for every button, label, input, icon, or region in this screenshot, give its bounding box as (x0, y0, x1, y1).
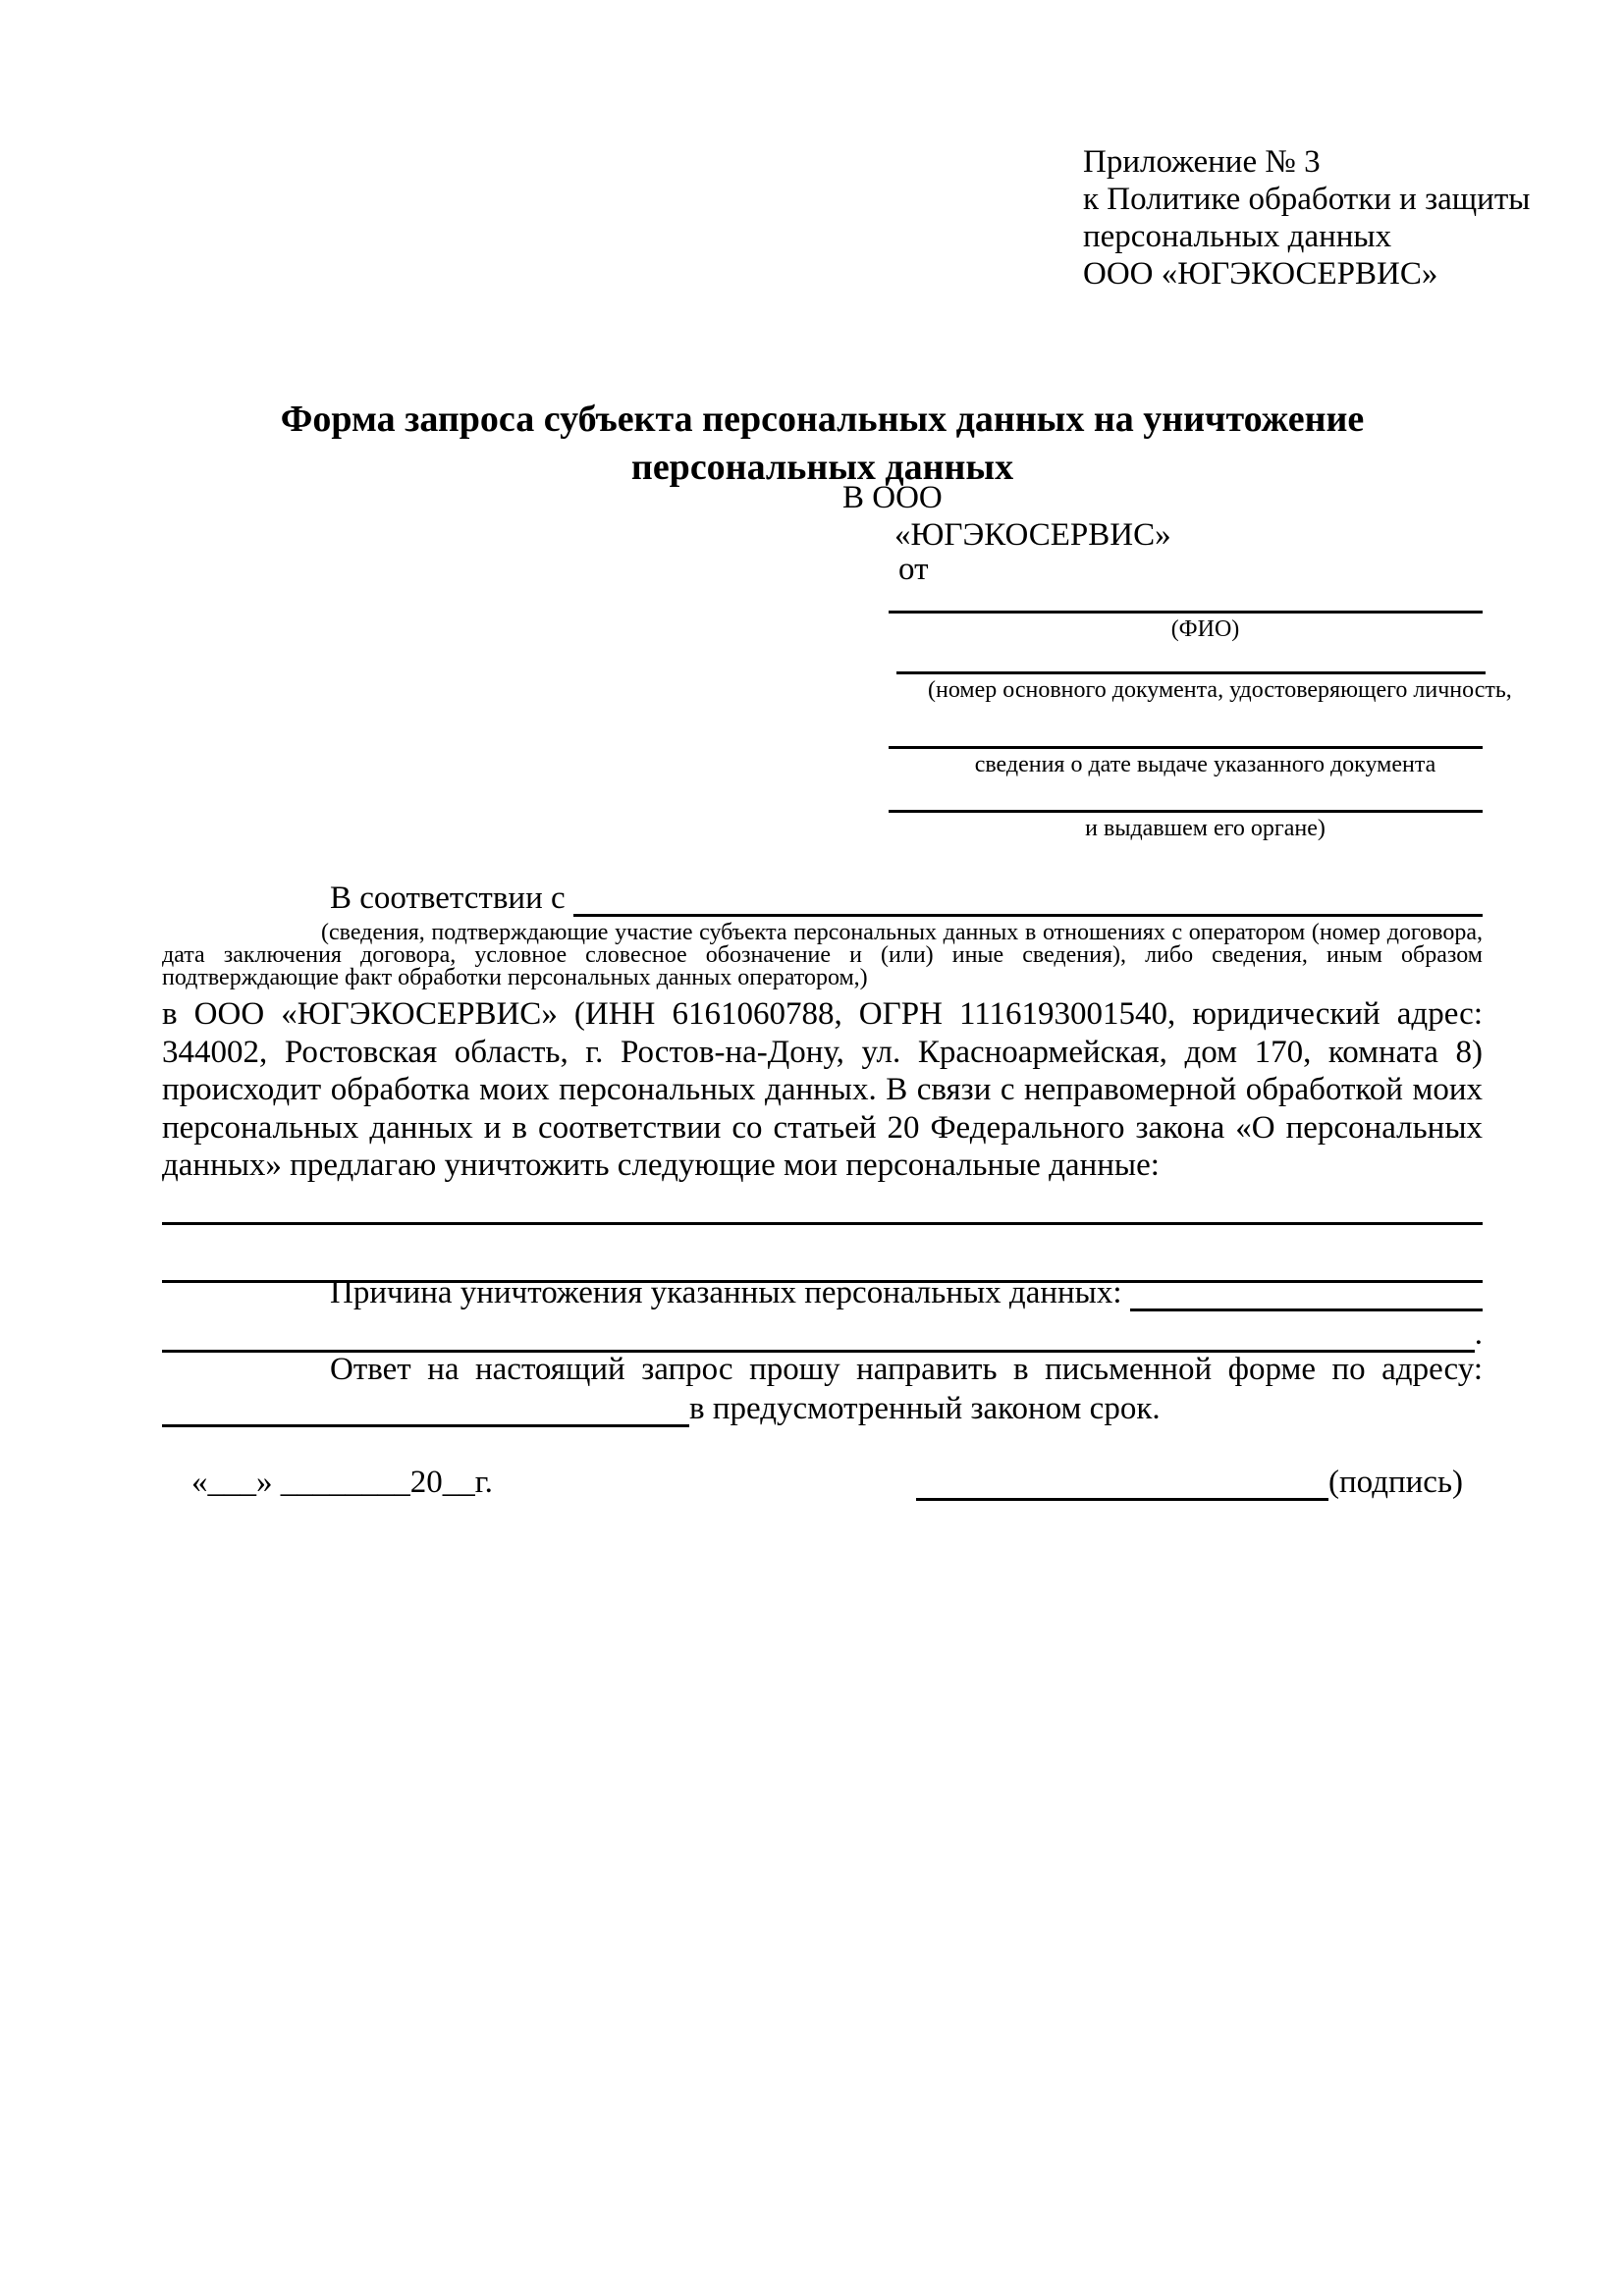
addressee-to: В ООО (842, 480, 943, 515)
accordance-blank-line (573, 914, 1483, 917)
appendix-line: ООО «ЮГЭКОСЕРВИС» (1083, 256, 1438, 292)
appendix-line: Приложение № 3 (1083, 144, 1321, 180)
main-paragraph: в ООО «ЮГЭКОСЕРВИС» (ИНН 6161060788, ОГРН 1116193001540, юридический адрес: 344002, Ростовская область, г. Ростов-на-Дону, ул. Красноармейская, дом 170, комната 8) происходит обработка моих персональных данных. В связи с неправомерной обработкой моих персональных данных и в соответствии со статьей 20 Федерального закона «О персональных данных» предлагаю уничтожить следующие мои персональные данные: (162, 996, 1483, 1183)
reason-continuation-row (162, 1315, 1483, 1353)
accordance-row (162, 880, 1483, 917)
accordance-note: (сведения, подтверждающие участие субъекта персональных данных в отношениях с оператором (номер договора, дата заключения договора, условное словесное обозначение и (или) иные сведения), либо сведения, иным образом подтверждающие факт обработки персональных данных оператором,) (162, 920, 1483, 990)
appendix-line: к Политике обработки и защиты (1083, 182, 1531, 217)
reason-blank-line (1130, 1308, 1483, 1311)
page-title-line: Форма запроса субъекта персональных данных на уничтожение (280, 399, 1365, 440)
signing-row (162, 1464, 1463, 1501)
signature-caption: (подпись) (1328, 1465, 1463, 1500)
date-blank: «___» ________20__г. (191, 1465, 493, 1500)
page-title (162, 396, 1483, 492)
sentence-period: . (1474, 1316, 1483, 1352)
appendix-block (1083, 143, 1530, 293)
address-blank-line (162, 1424, 689, 1427)
reason-row (162, 1274, 1483, 1311)
address-row (162, 1390, 1483, 1427)
reason-label: Причина уничтожения указанных персональных данных: (330, 1275, 1122, 1310)
page-title-line: персональных данных (630, 447, 1014, 488)
answer-sentence: Ответ на настоящий запрос прошу направить в письменной форме по адресу: (330, 1352, 1483, 1387)
signature-blank-line (916, 1498, 1328, 1501)
accordance-label: В соответствии с (330, 881, 566, 916)
appendix-line: персональных данных (1083, 219, 1392, 254)
doc-number-blank-line (896, 671, 1486, 674)
fio-caption: (ФИО) (1170, 616, 1240, 642)
doc-issuer-caption: и выдавшем его органе) (1085, 816, 1326, 841)
term-text: в предусмотренный законом срок. (689, 1391, 1161, 1426)
doc-date-blank-line (889, 746, 1483, 749)
addressee-from-label: от (898, 552, 929, 587)
doc-date-caption: сведения о дате выдаче указанного документа (974, 752, 1436, 777)
doc-issuer-blank-line (889, 810, 1483, 813)
doc-number-caption: (номер основного документа, удостоверяющего личность, (928, 677, 1512, 703)
addressee-org: «ЮГЭКОСЕРВИС» (894, 517, 1171, 553)
personal-data-blank-line-1 (162, 1222, 1483, 1225)
signature-group (916, 1464, 1463, 1501)
fio-blank-line (889, 611, 1483, 614)
